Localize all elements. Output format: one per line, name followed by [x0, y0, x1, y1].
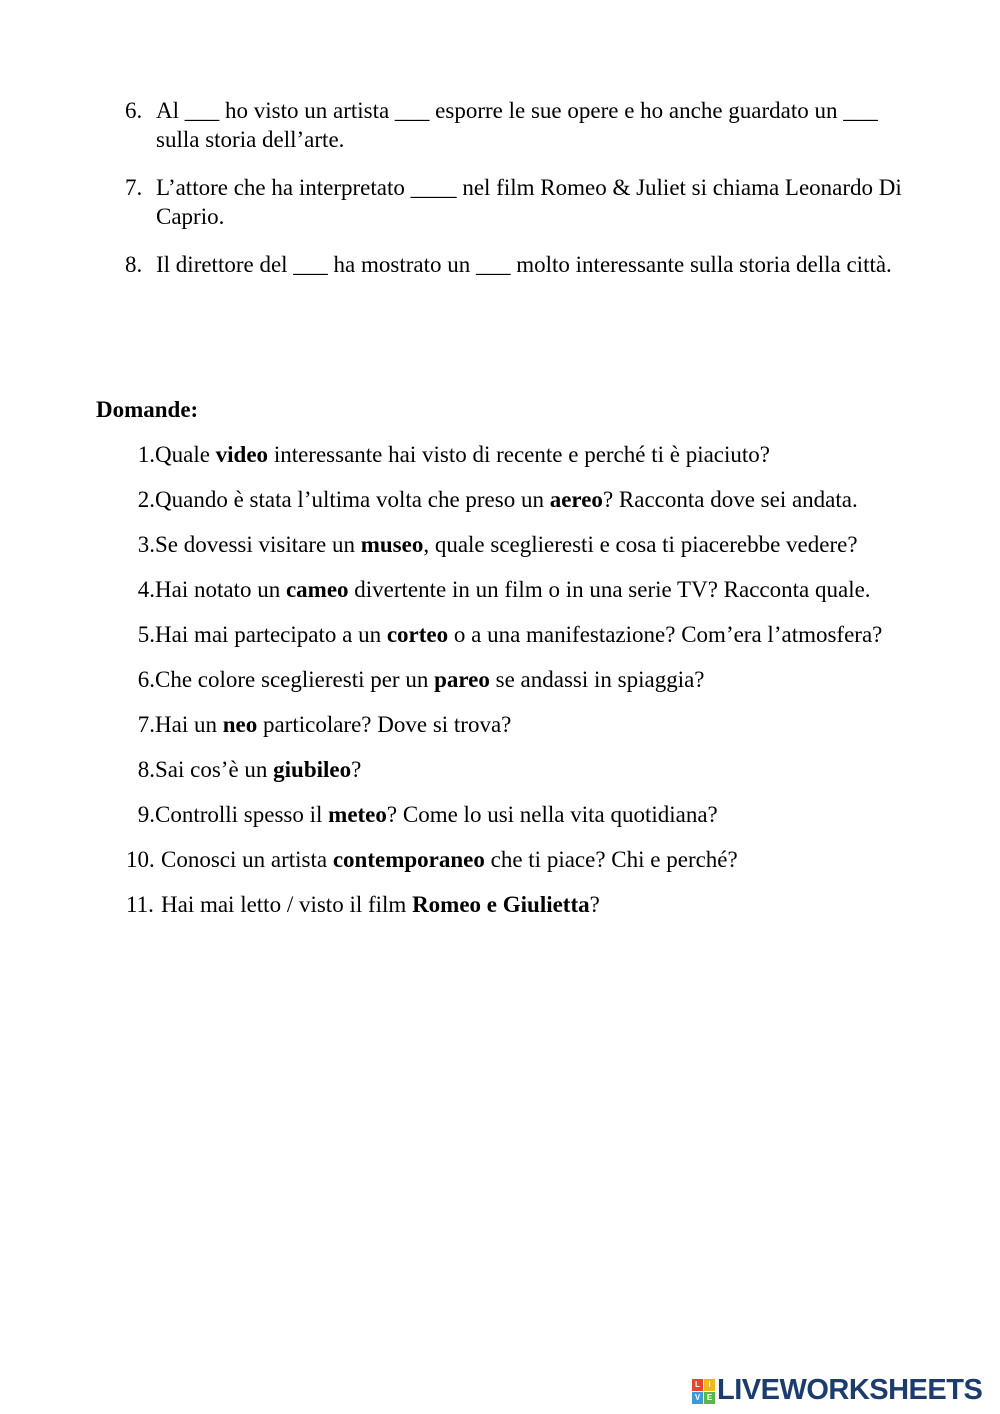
question-keyword: museo — [360, 532, 424, 557]
question-item — [126, 708, 886, 741]
fill-in-item — [125, 173, 915, 231]
question-item — [126, 798, 886, 831]
question-text: Conosci un artista contemporaneo che ti piace? Chi e perché? — [161, 847, 738, 872]
question-text: Hai mai partecipato a un corteo o a una manifestazione? Com’era l’atmosfera? — [155, 622, 883, 647]
fill-in-text: L’attore che ha interpretato ____ nel film Romeo & Juliet si chiama Leonardo Di Caprio. — [156, 175, 902, 229]
question-number: 8. — [137, 757, 155, 782]
question-item — [126, 528, 886, 561]
question-keyword: pareo — [434, 667, 490, 692]
question-number: 4. — [137, 577, 155, 602]
question-text: Sai cos’è un giubileo? — [155, 757, 362, 782]
fill-in-list — [125, 96, 915, 298]
question-number: 3. — [137, 532, 155, 557]
fill-in-number: 6. — [125, 98, 143, 123]
question-keyword: cameo — [285, 577, 349, 602]
question-text: Che colore sceglieresti per un pareo se andassi in spiaggia? — [155, 667, 705, 692]
fill-in-text: Al ___ ho visto un artista ___ esporre le sue opere e ho anche guardato un ___ sulla storia dell’arte. — [156, 98, 878, 152]
question-text: Quale video interessante hai visto di recente e perché ti è piaciuto? — [155, 442, 771, 467]
question-text: Quando è stata l’ultima volta che preso un aereo? Racconta dove sei andata. — [155, 487, 858, 512]
question-item — [126, 438, 886, 471]
fill-in-item — [125, 96, 915, 154]
fill-in-number: 7. — [125, 175, 143, 200]
question-text: Hai notato un cameo divertente in un film o in una serie TV? Racconta quale. — [155, 577, 871, 602]
question-number: 11. — [126, 892, 154, 917]
logo-tile: E — [704, 1392, 715, 1404]
question-keyword: neo — [222, 712, 258, 737]
question-item — [126, 753, 886, 786]
question-number: 7. — [137, 712, 155, 737]
question-item — [126, 573, 886, 606]
question-keyword: corteo — [386, 622, 449, 647]
question-keyword: video — [215, 442, 269, 467]
question-number: 5. — [137, 622, 155, 647]
section-title: Domande: — [96, 397, 199, 422]
question-text: Hai un neo particolare? Dove si trova? — [155, 712, 512, 737]
question-item — [126, 483, 886, 516]
logo-tile: V — [692, 1392, 703, 1404]
questions-list — [126, 438, 886, 933]
question-keyword: contemporaneo — [332, 847, 485, 872]
liveworksheets-logo-icon — [692, 1379, 714, 1403]
question-number: 2. — [137, 487, 155, 512]
question-item — [126, 663, 886, 696]
question-keyword: giubileo — [273, 757, 352, 782]
logo-text: LIVEWORKSHEETS — [717, 1374, 983, 1406]
question-number: 9. — [137, 802, 155, 827]
liveworksheets-logo — [692, 1374, 982, 1407]
fill-in-number: 8. — [125, 252, 143, 277]
question-text: Hai mai letto / visto il film Romeo e Giulietta? — [161, 892, 600, 917]
fill-in-text: Il direttore del ___ ha mostrato un ___ molto interessante sulla storia della città. — [156, 252, 892, 277]
question-item — [126, 843, 886, 876]
question-item — [126, 888, 886, 921]
question-number: 10. — [126, 847, 155, 872]
question-keyword: Romeo e Giulietta — [412, 892, 590, 917]
logo-tile: I — [704, 1379, 715, 1391]
question-keyword: meteo — [328, 802, 387, 827]
question-number: 6. — [137, 667, 155, 692]
question-text: Controlli spesso il meteo? Come lo usi nella vita quotidiana? — [155, 802, 718, 827]
question-text: Se dovessi visitare un museo, quale sceglieresti e cosa ti piacerebbe vedere? — [155, 532, 858, 557]
logo-tile: L — [692, 1379, 703, 1391]
question-item — [126, 618, 886, 651]
question-number: 1. — [137, 442, 155, 467]
fill-in-item — [125, 250, 915, 279]
question-keyword: aereo — [549, 487, 603, 512]
